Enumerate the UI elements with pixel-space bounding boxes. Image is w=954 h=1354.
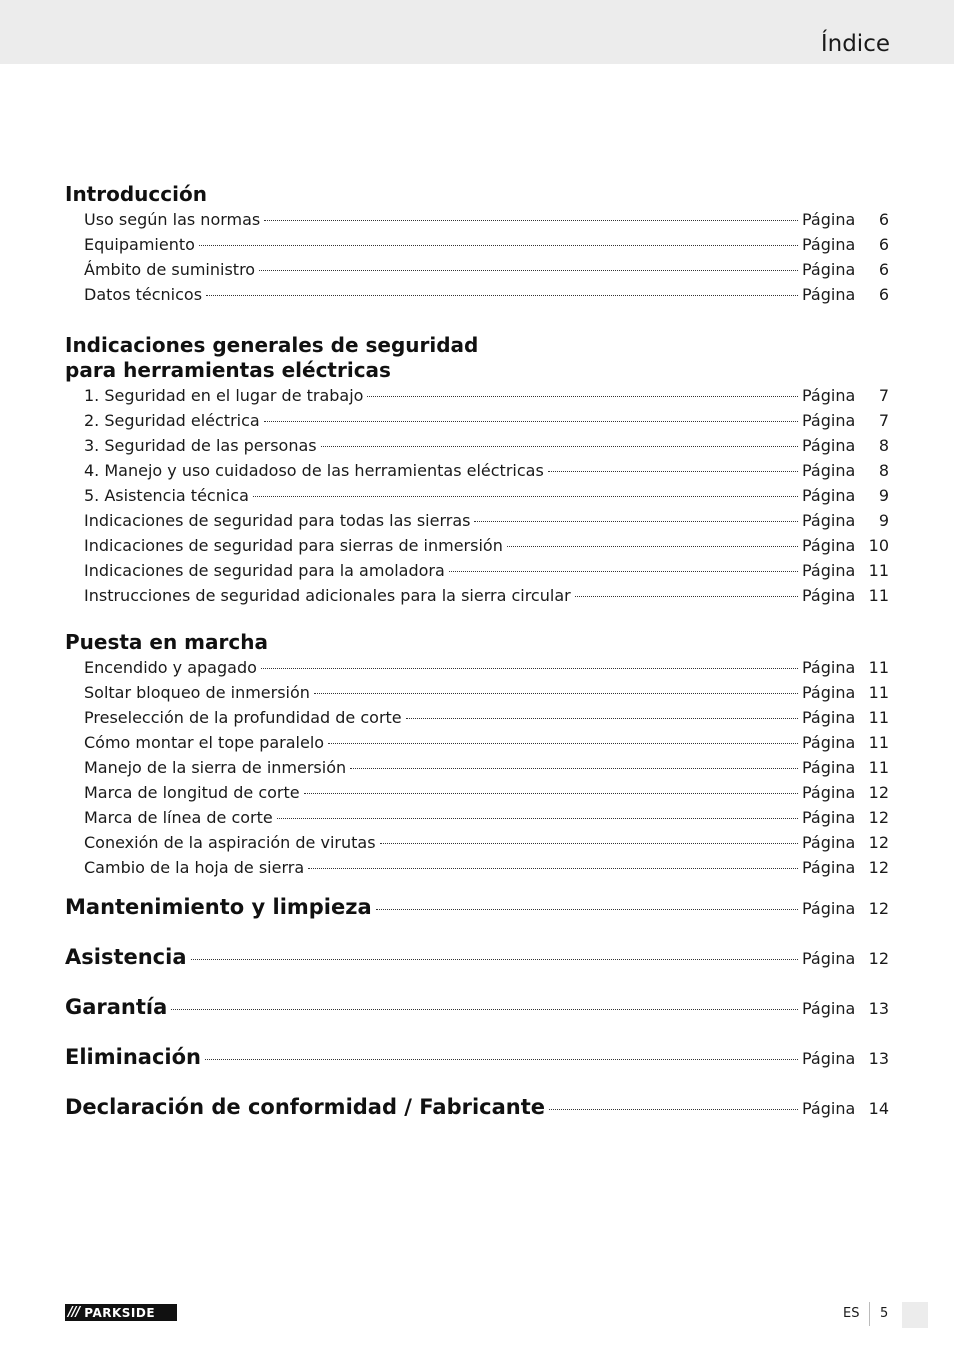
page-number: 11: [868, 733, 889, 752]
entry-text: Soltar bloqueo de inmersión: [84, 683, 310, 702]
toc-main-entry[interactable]: [65, 1032, 889, 1082]
entry-list: [84, 655, 889, 880]
dot-leader: [548, 471, 798, 472]
entry-text: Marca de línea de corte: [84, 808, 273, 827]
toc-main-entry[interactable]: [65, 932, 889, 982]
dot-leader: [206, 295, 798, 296]
dot-leader: [259, 270, 798, 271]
page-label: Página: [802, 949, 856, 968]
page-label: Página: [802, 285, 856, 304]
toc-entry[interactable]: [84, 408, 889, 433]
parkside-logo: [65, 1304, 177, 1321]
entry-text: Indicaciones de seguridad para todas las sierras: [84, 511, 471, 530]
page-label: Página: [802, 260, 856, 279]
toc-entry[interactable]: [84, 680, 889, 705]
toc-entry[interactable]: [84, 257, 889, 282]
main-sections: [65, 882, 889, 1132]
page-label: Página: [802, 899, 856, 918]
toc-entry[interactable]: [84, 508, 889, 533]
dot-leader: [308, 868, 798, 869]
section-heading: Puesta en marcha: [65, 630, 268, 654]
toc-entry[interactable]: [84, 483, 889, 508]
page-label: Página: [802, 586, 856, 605]
page-number: 10: [868, 536, 889, 555]
dot-leader: [380, 843, 798, 844]
toc-main-entry[interactable]: [65, 1082, 889, 1132]
page-number: 7: [878, 411, 889, 430]
entry-text: Conexión de la aspiración de virutas: [84, 833, 376, 852]
page-number: 11: [868, 708, 889, 727]
section-introduccion: [65, 182, 889, 307]
toc-entry[interactable]: [84, 830, 889, 855]
dot-leader: [507, 546, 798, 547]
page-label: Página: [802, 536, 856, 555]
page-label: Página: [802, 235, 856, 254]
dot-leader: [191, 959, 799, 960]
toc-entry[interactable]: [84, 533, 889, 558]
toc-entry[interactable]: [84, 755, 889, 780]
header-band: [0, 0, 954, 64]
toc-entry[interactable]: [84, 458, 889, 483]
page-label: Página: [802, 511, 856, 530]
page-label: Página: [802, 808, 856, 827]
toc-main-entry[interactable]: [65, 882, 889, 932]
page-label: Página: [802, 733, 856, 752]
footer-divider: [869, 1302, 870, 1326]
page-label: Página: [802, 561, 856, 580]
language-code: ES: [843, 1306, 860, 1321]
page-number: 12: [868, 808, 889, 827]
dot-leader: [171, 1009, 798, 1010]
entry-text: Declaración de conformidad / Fabricante: [65, 1095, 546, 1119]
page-number: 6: [878, 260, 889, 279]
page-label: Página: [802, 833, 856, 852]
page-number: 8: [878, 461, 889, 480]
entry-text: Encendido y apagado: [84, 658, 257, 677]
dot-leader: [277, 818, 798, 819]
dot-leader: [264, 220, 798, 221]
page-label: Página: [802, 999, 856, 1018]
entry-list: [84, 383, 889, 608]
dot-leader: [376, 909, 798, 910]
page-number: 11: [868, 658, 889, 677]
logo-text: PARKSIDE: [84, 1305, 156, 1320]
dot-leader: [261, 668, 798, 669]
dot-leader: [549, 1109, 798, 1110]
page-number-footer: 5: [880, 1306, 889, 1321]
entry-text: Instrucciones de seguridad adicionales para la sierra circular: [84, 586, 571, 605]
heading-line: para herramientas eléctricas: [65, 358, 391, 382]
page-number: 6: [878, 210, 889, 229]
toc-entry[interactable]: [84, 730, 889, 755]
page-label: Página: [802, 783, 856, 802]
toc-entry[interactable]: [84, 705, 889, 730]
page-number: 12: [868, 833, 889, 852]
toc-entry[interactable]: [84, 207, 889, 232]
page-title: Índice: [820, 31, 890, 57]
page-label: Página: [802, 658, 856, 677]
page-label: Página: [802, 486, 856, 505]
entry-list: [84, 207, 889, 307]
toc-entry[interactable]: [84, 805, 889, 830]
entry-text: Indicaciones de seguridad para la amoladora: [84, 561, 445, 580]
dot-leader: [575, 596, 798, 597]
page-number: 14: [868, 1099, 889, 1118]
entry-text: Eliminación: [65, 1045, 201, 1069]
entry-text: 2. Seguridad eléctrica: [84, 411, 260, 430]
page-number: 9: [878, 511, 889, 530]
entry-text: Indicaciones de seguridad para sierras de inmersión: [84, 536, 503, 555]
table-of-contents: [65, 182, 889, 1132]
dot-leader: [328, 743, 798, 744]
dot-leader: [205, 1059, 798, 1060]
toc-entry[interactable]: [84, 780, 889, 805]
toc-entry[interactable]: [84, 383, 889, 408]
entry-text: Cambio de la hoja de sierra: [84, 858, 305, 877]
page-label: Página: [802, 411, 856, 430]
page-label: Página: [802, 858, 856, 877]
section-heading: Introducción: [65, 182, 207, 206]
page-number: 6: [878, 285, 889, 304]
toc-entry[interactable]: [84, 855, 889, 880]
page-label: Página: [802, 683, 856, 702]
page-number: 9: [878, 486, 889, 505]
dot-leader: [367, 396, 798, 397]
page-number: 12: [868, 858, 889, 877]
dot-leader: [304, 793, 798, 794]
page-number: 8: [878, 436, 889, 455]
page-number: 11: [868, 586, 889, 605]
entry-text: Marca de longitud de corte: [84, 783, 300, 802]
entry-text: 3. Seguridad de las personas: [84, 436, 317, 455]
entry-text: 5. Asistencia técnica: [84, 486, 249, 505]
page-number: 6: [878, 235, 889, 254]
toc-entry[interactable]: [84, 583, 889, 608]
dot-leader: [199, 245, 798, 246]
dot-leader: [264, 421, 798, 422]
entry-text: 1. Seguridad en el lugar de trabajo: [84, 386, 364, 405]
entry-text: Datos técnicos: [84, 285, 203, 304]
section-heading: [65, 333, 585, 383]
toc-entry[interactable]: [84, 282, 889, 307]
dot-leader: [474, 521, 798, 522]
page-label: Página: [802, 461, 856, 480]
page-number: 13: [868, 999, 889, 1018]
page-label: Página: [802, 1099, 856, 1118]
page-number: 13: [868, 1049, 889, 1068]
toc-main-entry[interactable]: [65, 982, 889, 1032]
page-label: Página: [802, 210, 856, 229]
dot-leader: [253, 496, 798, 497]
entry-text: Cómo montar el tope paralelo: [84, 733, 325, 752]
page-number: 11: [868, 683, 889, 702]
page-number: 12: [868, 949, 889, 968]
page-number: 11: [868, 561, 889, 580]
entry-text: Asistencia: [65, 945, 187, 969]
dot-leader: [350, 768, 798, 769]
dot-leader: [314, 693, 798, 694]
page-label: Página: [802, 386, 856, 405]
footer-tab: [902, 1302, 928, 1328]
entry-text: Manejo de la sierra de inmersión: [84, 758, 347, 777]
page-number: 12: [868, 783, 889, 802]
entry-text: 4. Manejo y uso cuidadoso de las herramientas eléctricas: [84, 461, 544, 480]
page-label: Página: [802, 758, 856, 777]
dot-leader: [406, 718, 798, 719]
section-seguridad: [65, 333, 889, 608]
toc-entry[interactable]: [84, 558, 889, 583]
dot-leader: [449, 571, 798, 572]
entry-text: Preselección de la profundidad de corte: [84, 708, 402, 727]
section-puesta-en-marcha: [65, 630, 889, 880]
page-label: Página: [802, 436, 856, 455]
heading-line: Indicaciones generales de seguridad: [65, 333, 479, 357]
logo-slashes: ///: [68, 1305, 80, 1320]
toc-entry[interactable]: [84, 655, 889, 680]
entry-text: Mantenimiento y limpieza: [65, 895, 372, 919]
entry-text: Equipamiento: [84, 235, 195, 254]
entry-text: Ámbito de suministro: [84, 260, 256, 279]
entry-text: Garantía: [65, 995, 168, 1019]
toc-entry[interactable]: [84, 433, 889, 458]
page-label: Página: [802, 708, 856, 727]
page-label: Página: [802, 1049, 856, 1068]
page-number: 7: [878, 386, 889, 405]
page-number: 11: [868, 758, 889, 777]
dot-leader: [321, 446, 798, 447]
toc-entry[interactable]: [84, 232, 889, 257]
entry-text: Uso según las normas: [84, 210, 261, 229]
page-number: 12: [868, 899, 889, 918]
